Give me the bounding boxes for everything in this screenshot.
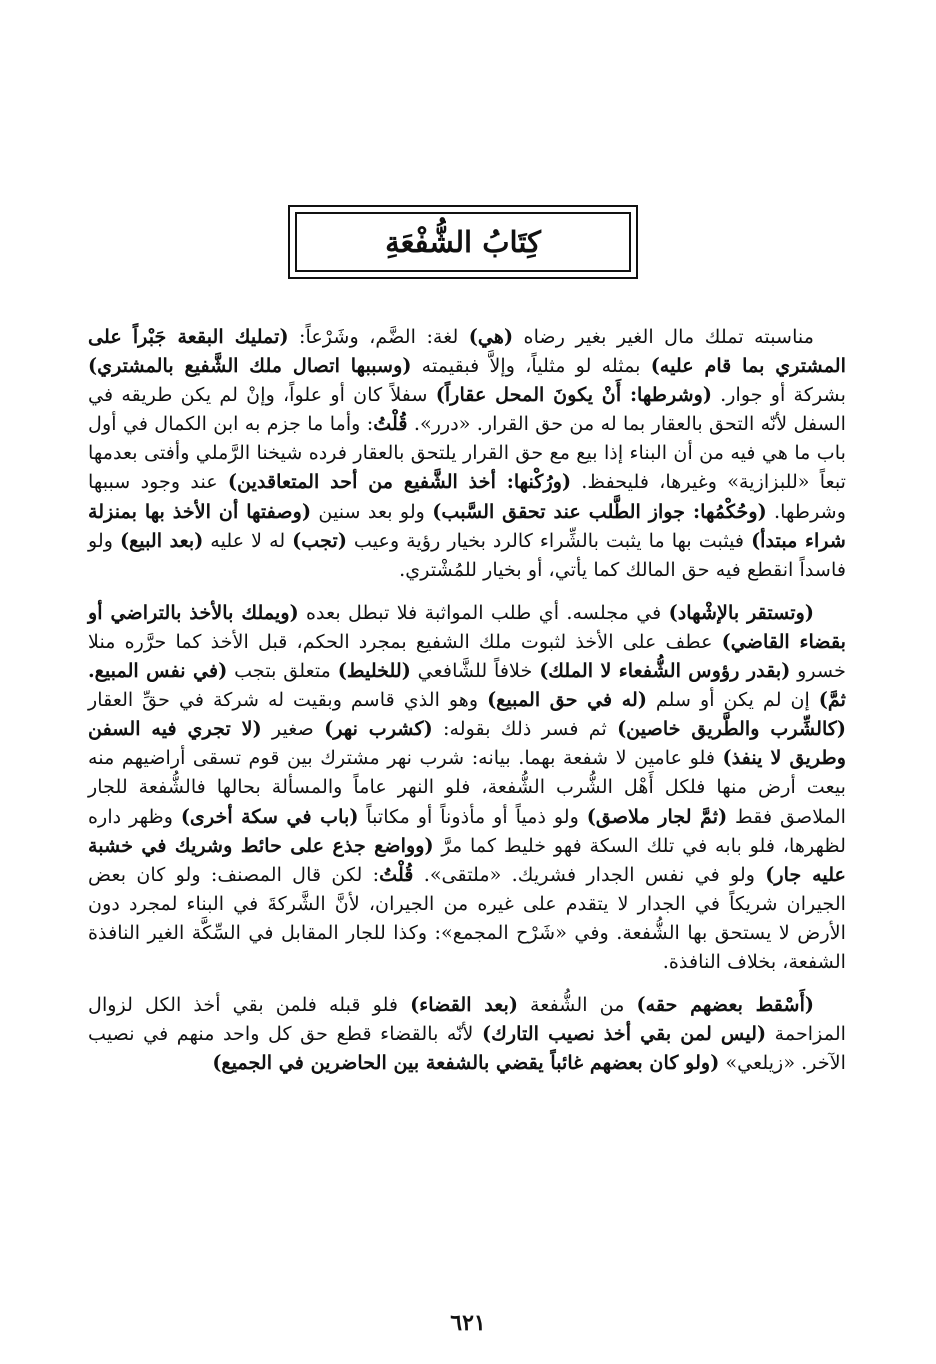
paragraph <box>88 322 846 584</box>
matn-text: (وواضع جذع على حائط وشريك في خشبة عليه جار) <box>88 833 846 886</box>
sharh-text: متعلق بتجب <box>227 659 338 683</box>
matn-text: (بقدر رؤوس الشُّفعاء لا الملك) <box>539 659 791 683</box>
matn-text: (بعد القضاء) <box>410 993 518 1017</box>
sharh-text: لغة: الضَّم، وشَرْعاً: <box>288 325 469 348</box>
sharh-text: : لكن قال المصنف: ولو كان بعض الجيران شريكاً في الجدار لا يتقدم على غيره من الجيران، لأنَّ الشَّركةَ في البناء لمجرد دون الأرض لا يستحق بها الشُّفعة. وفي «شَرْح المجمع»: وكذا للجار المقابل في السِّكَّة الغير النافذة الشفعة، بخلاف النافذة. <box>88 862 846 973</box>
sharh-text: بمثله لو مثلياً، وإلاَّ فبقيمته <box>411 354 651 378</box>
matn-text: (باب في سكة أخرى) <box>180 804 359 828</box>
sharh-text: فلو عامين لا شفعة بهما. بيانه: شرب نهر مشترك بين قوم تسقى أراضيهم منه بيعت أرض منها فلكل أَهْل الشُّرب الشُّفعة، فلو النهر عاماً والمسألة بحالها فالشُّفعة للجار الملاصق فقط <box>88 746 846 828</box>
matn-text: (بعد البيع) <box>120 528 204 552</box>
matn-text: (كالشِّرب والطَّريق خاصين) <box>617 717 847 741</box>
sharh-text: وظهر داره لظهرها، فلو بابه في تلك السكة فهو خليط كما مرَّ <box>88 804 846 857</box>
sharh-text: صغير <box>261 717 325 741</box>
sharh-text: لأنّه بالقضاء قطع حق كل واحد منهم في نصيب الآخر. «زيلعي» <box>88 1022 846 1075</box>
matn-text: قُلْتُ <box>379 862 414 886</box>
sharh-text: إن لم يكن أو سلم <box>646 688 819 712</box>
page-number: ٦٢١ <box>450 1310 486 1336</box>
chapter-title-frame <box>288 205 638 279</box>
matn-text: (وسببها اتصال ملك الشَّفيع بالمشتري) <box>88 354 412 378</box>
sharh-text: مناسبته تملك مال الغير بغير رضاه <box>513 325 814 348</box>
sharh-text: خلافاً للشَّافعي <box>410 659 540 683</box>
sharh-text: فلو قبله فلمن بقي أخذ الكل لزوال المزاحمة <box>88 993 846 1046</box>
sharh-text: ولو بعد سنين <box>311 499 433 523</box>
matn-text: (وصفتها أن الأخذ بها بمنزلة شراء مبتدأ) <box>88 499 846 552</box>
sharh-text: في مجلسه. أي طلب المواثبة فلا تبطل بعده <box>298 600 669 624</box>
body-text <box>88 322 846 1077</box>
sharh-text: من الشُّفعة <box>517 993 637 1017</box>
sharh-text: فيثبت بها ما يثبت بالشِّراء كالرد بخيار رؤية وعيب <box>346 528 752 552</box>
sharh-text: ولو ذمياً أو مأذوناً أو مكاتباً <box>358 804 587 828</box>
matn-text: (كشرب نهر) <box>324 717 433 741</box>
matn-text: (ثمَّ لجار ملاصق) <box>586 804 728 828</box>
paragraph <box>88 598 846 976</box>
matn-text: (هي) <box>468 325 514 348</box>
matn-text: (في نفس المبيع. ثمَّ) <box>88 659 846 712</box>
matn-text: (تجب) <box>292 528 347 552</box>
paragraph <box>88 990 846 1077</box>
matn-text: (له في حق المبيع) <box>487 688 647 712</box>
matn-text: (ليس لمن بقي أخذ نصيب التارك) <box>482 1022 767 1046</box>
matn-text: (ويملك بالأخذ بالتراضي أو بقضاء القاضي) <box>88 600 846 653</box>
chapter-title: كِتَابُ الشُّفْعَةِ <box>385 225 541 259</box>
sharh-text: عطف على الأخذ لثبوت ملك الشفيع بمجرد الحكم، قبل الأخذ كما حرَّره منلا خسرو <box>88 629 846 683</box>
matn-text: (وشرطها: أَنْ يكونَ المحل عقاراً) <box>435 383 712 407</box>
matn-text: قُلْتُ <box>373 412 408 436</box>
sharh-text: وهو الذي قاسم وبقيت له شركة في حقِّ العقار <box>88 688 488 712</box>
matn-text: (ورُكْنها: أخذ الشَّفيع من أحد المتعاقدين) <box>227 470 572 494</box>
sharh-text: سفلاً كان أو علواً، وإنْ لم يكن طريقه في السفل لأنّه التحق بالعقار بما له من حق القرار. «درر». <box>88 383 846 436</box>
sharh-text: ثم فسر ذلك بقوله: <box>432 717 618 741</box>
sharh-text: ولو في نفس الجدار فشريك. «ملتقى». <box>413 862 766 886</box>
matn-text: (ولو كان بعضهم غائباً يقضي بالشفعة بين الحاضرين في الجميع) <box>212 1051 720 1075</box>
sharh-text: له لا عليه <box>203 528 293 552</box>
sharh-text: : وأما ما جزم به ابن الكمال في أول باب ما هي فيه من أن البناء إذا بيع مع حق القرار يلتحق بالعقار فرده شيخنا الرَّملي وأفتى بعدمها تبعاً «للبزازية» وغيرها، فليحفظ. <box>88 412 846 494</box>
matn-text: (وحُكْمُها: جواز الطَّلب عند تحقق السَّبب) <box>432 499 767 523</box>
sharh-text: ولو فاسداً انقطع فيه حق المالك كما يأتي، أو بخيار للمُشْتري. <box>88 528 846 581</box>
matn-text: (تمليك البقعة جَبْراً على المشتري بما قام عليه) <box>88 325 846 378</box>
matn-text: (للخليط) <box>337 659 411 683</box>
sharh-text: عند وجود سببها وشرطها. <box>88 470 846 523</box>
matn-text: (لا تجري فيه السفن وطريق لا ينفذ) <box>88 717 846 770</box>
matn-text: (وتستقر بالإشْهاد) <box>668 600 814 624</box>
sharh-text: بشركة أو جوار. <box>712 383 847 407</box>
chapter-title-inner-frame <box>295 212 631 272</box>
matn-text: (أَسْقط بعضهم حقه) <box>636 993 814 1017</box>
